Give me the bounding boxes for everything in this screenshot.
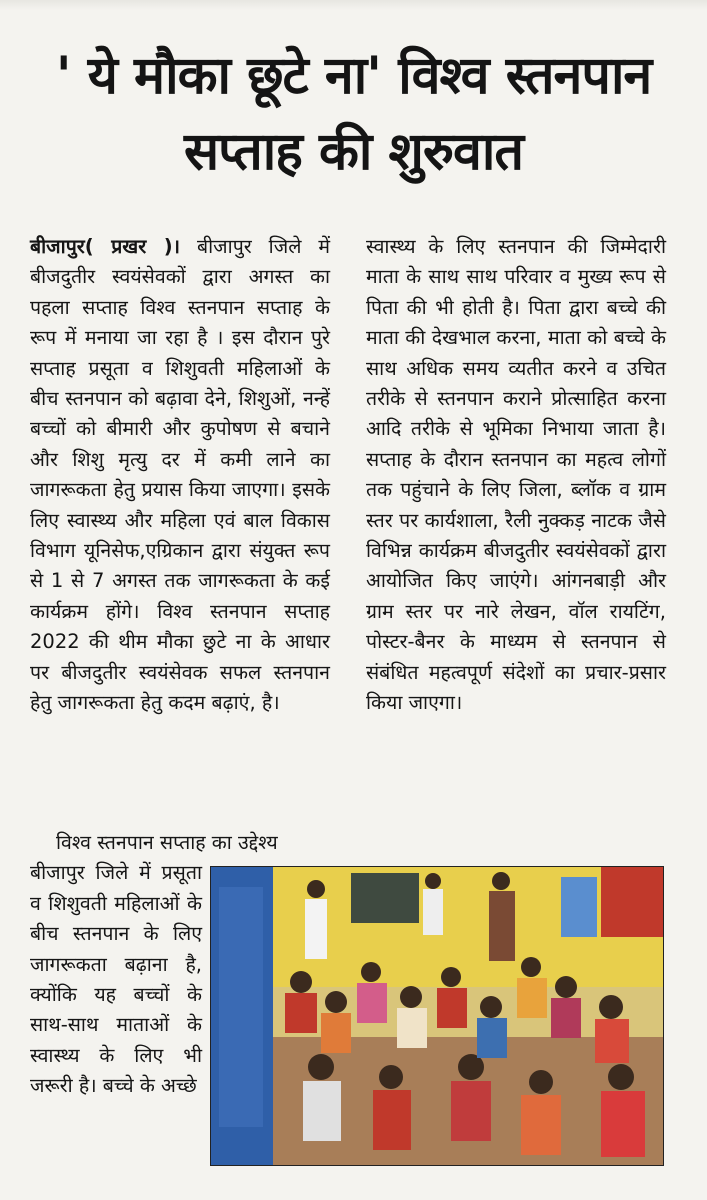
- headline-line-2: सप्ताह की शुरुवात: [184, 122, 523, 182]
- dateline: बीजापुर( प्रखर )।: [30, 235, 181, 258]
- article-column-3-text: बीजापुर जिले में प्रसूता व शिशुवती महिलाओं के बीच स्तनपान के लिए जागरूकता बढ़ाना है, क्योंकि यह बच्चों के साथ-साथ माताओं के स्वास्थ्य के लिए भी जरूरी है। बच्चे के अच्छे: [30, 861, 202, 1098]
- headline-line-1: ' ये मौका छूटे ना' विश्व स्तनपान: [55, 46, 652, 106]
- headline: [18, 38, 689, 190]
- article-column-2: [366, 232, 666, 719]
- news-photo: [210, 866, 664, 1166]
- article-column-2-text: स्वास्थ्य के लिए स्तनपान की जिम्मेदारी माता के साथ साथ परिवार व मुख्य रूप से पिता की भी होती है। पिता द्वारा बच्चे की माता की देखभाल करना, माता को बच्चे के साथ अधिक समय व्यतीत करने व उचित तरीके से स्तनपान कराने प्रोत्साहित करना आदि तरीके से भूमिका निभाया जाता है। सप्ताह के दौरान स्तनपान का महत्व लोगों तक पहुंचाने के लिए जिला, ब्लॉक व ग्राम स्तर पर कार्यशाला, रैली नुक्कड़ नाटक जैसे विभिन्न कार्यक्रम बीजदुतीर स्वयंसेवकों द्वारा आयोजित किए जाएंगे। आंगनबाड़ी और ग्राम स्तर पर नारे लेखन, वॉल रायटिंग, पोस्टर-बैनर के माध्यम से स्तनपान से संबंधित महत्वपूर्ण संदेशों का प्रचार-प्रसार किया जाएगा।: [366, 235, 666, 715]
- top-strip: [0, 0, 707, 10]
- photo-group-women-children-icon: [211, 867, 663, 1165]
- subheading: विश्व स्तनपान सप्ताह का उद्देश्य: [56, 831, 278, 854]
- article-column-1-text: बीजापुर जिले में बीजदुतीर स्वयंसेवकों द्वारा अगस्त का पहला सप्ताह विश्व स्तनपान सप्ताह के रूप में मनाया जा रहा है । इस दौरान पुरे सप्ताह प्रसूता व शिशुवती महिलाओं के बीच स्तनपान को बढ़ावा देने, शिशुओं, नन्हें बच्चों को बीमारी और कुपोषण से बचाने और शिशु मृत्यु दर में कमी लाने का जागरूकता हेतु प्रयास किया जाएगा। इसके लिए स्वास्थ्य और महिला एवं बाल विकास विभाग यूनिसेफ,एग्रिकान द्वारा संयुक्त रूप से 1 से 7 अगस्त तक जागरूकता के कई कार्यक्रम होंगे। विश्व स्तनपान सप्ताह 2022 की थीम मौका छुटे ना के आधार पर बीजदुतीर स्वयंसेवक सफल स्तनपान हेतु जागरूकता हेतु कदम बढ़ाएं, है।: [30, 235, 331, 715]
- article-column-1: [30, 232, 330, 719]
